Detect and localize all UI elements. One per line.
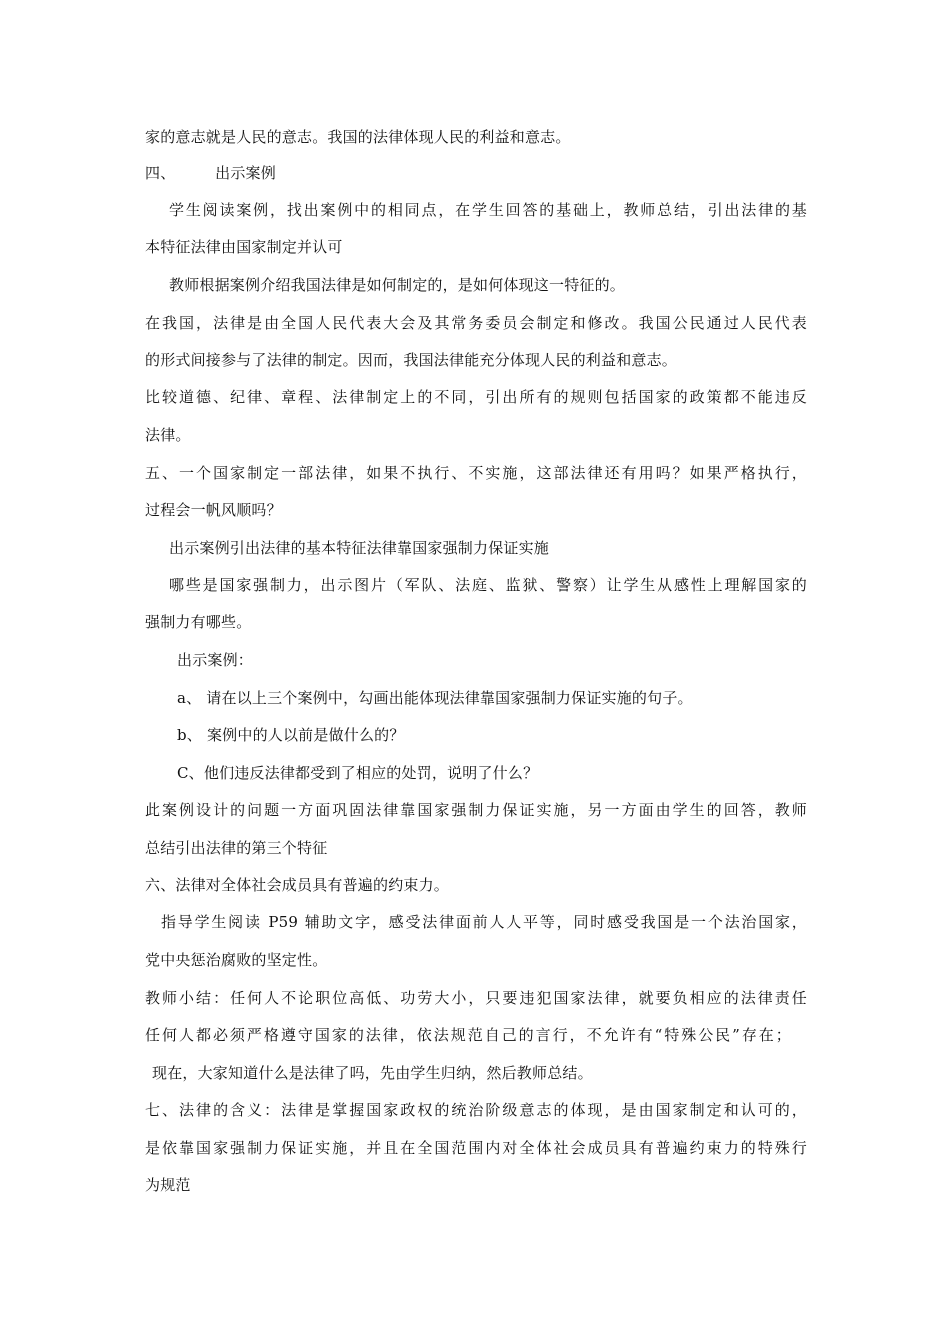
text-line: 过程会一帆风顺吗？	[145, 501, 282, 519]
text-line: 家的意志就是人民的意志。我国的法律体现人民的利益和意志。	[145, 128, 571, 146]
section-heading-5: 五、一个国家制定一部法律，如果不执行、不实施，这部法律还有用吗？如果严格执行，	[145, 464, 807, 482]
section-heading-7: 七、法律的含义：法律是掌握国家政权的统治阶级意志的体现，是由国家制定和认可的，	[145, 1101, 807, 1119]
text-line: 为规范	[145, 1176, 191, 1194]
list-item-c: C、他们违反法律都受到了相应的处罚，说明了什么？	[177, 764, 539, 782]
list-item-a: a、 请在以上三个案例中，勾画出能体现法律靠国家强制力保证实施的句子。	[177, 689, 693, 707]
text-line: 比较道德、纪律、章程、法律制定上的不同，引出所有的规则包括国家的政策都不能违反	[145, 388, 807, 406]
text-line: 党中央惩治腐败的坚定性。	[145, 951, 328, 969]
text-line: 出示案例引出法律的基本特征法律靠国家强制力保证实施	[169, 539, 550, 557]
text-line: 任何人都必须严格遵守国家的法律，依法规范自己的言行，不允许有“特殊公民”存在；	[145, 1026, 791, 1044]
text-line: 指导学生阅读 P59 辅助文字，感受法律面前人人平等，同时感受我国是一个法治国家，	[161, 913, 807, 931]
text-line: 总结引出法律的第三个特征	[145, 839, 328, 857]
text-line: 法律。	[145, 426, 191, 444]
text-line: 出示案例：	[177, 651, 254, 669]
text-line: 强制力有哪些。	[145, 613, 252, 631]
section-heading-6: 六、法律对全体社会成员具有普遍的约束力。	[145, 876, 450, 894]
text-line: 此案例设计的问题一方面巩固法律靠国家强制力保证实施，另一方面由学生的回答，教师	[145, 801, 807, 819]
text-line: 本特征法律由国家制定并认可	[145, 238, 343, 256]
text-line: 教师小结：任何人不论职位高低、功劳大小，只要违犯国家法律，就要负相应的法律责任	[145, 989, 807, 1007]
text-line: 学生阅读案例，找出案例中的相同点，在学生回答的基础上，教师总结，引出法律的基	[169, 201, 807, 219]
text-line: 哪些是国家强制力，出示图片（军队、法庭、监狱、警察）让学生从感性上理解国家的	[169, 576, 807, 594]
text-line: 在我国，法律是由全国人民代表大会及其常务委员会制定和修改。我国公民通过人民代表	[145, 314, 807, 332]
text-line: 现在，大家知道什么是法律了吗，先由学生归纳，然后教师总结。	[152, 1064, 593, 1082]
text-line: 教师根据案例介绍我国法律是如何制定的，是如何体现这一特征的。	[169, 276, 626, 294]
text-line: 的形式间接参与了法律的制定。因而，我国法律能充分体现人民的利益和意志。	[145, 351, 678, 369]
list-item-b: b、 案例中的人以前是做什么的？	[177, 726, 405, 744]
section-heading-4: 四、 出示案例	[145, 164, 276, 182]
text-line: 是依靠国家强制力保证实施，并且在全国范围内对全体社会成员具有普遍约束力的特殊行	[145, 1139, 807, 1157]
